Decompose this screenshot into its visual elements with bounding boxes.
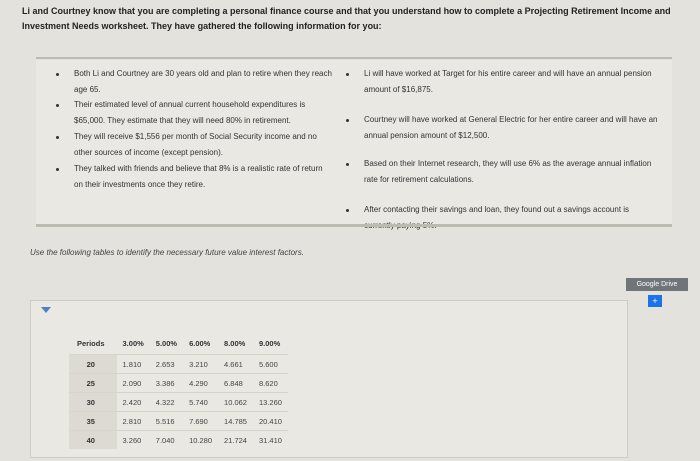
- bullet-icon: [346, 73, 349, 76]
- info-item-text: Courtney will have worked at General Electric for her entire career and will have an annual pension amount of $12,500.: [364, 115, 658, 140]
- bullet-icon: [56, 104, 59, 107]
- table-row: [69, 355, 288, 374]
- column-header: 8.00%: [224, 339, 246, 348]
- info-item: [340, 202, 660, 234]
- table-cell: 20.410: [253, 412, 288, 431]
- bullet-icon: [56, 168, 59, 171]
- table-cell: 2.090: [117, 374, 150, 393]
- table-row: [69, 393, 288, 412]
- info-item: [50, 97, 332, 129]
- column-header: 9.00%: [258, 339, 281, 348]
- column-header: 3.00%: [122, 339, 144, 348]
- table-cell: 6.848: [218, 374, 253, 393]
- bullet-icon: [56, 73, 59, 76]
- top-divider: [36, 57, 672, 59]
- table-cell: 5.516: [150, 412, 183, 431]
- table-cell: 5.600: [253, 355, 288, 374]
- table-cell: 3.210: [183, 355, 218, 374]
- info-item-text: They talked with friends and believe that 8% is a realistic rate of return on their investments once they retire.: [74, 164, 323, 189]
- intro-text: Li and Courtney know that you are completing a personal finance course and that you understand how to complete a Projecting Retirement Income and Investment Needs worksheet. They have gathered the following information for you:: [22, 6, 671, 31]
- table-cell: 2.810: [117, 412, 150, 431]
- table-cell: 1.810: [117, 355, 150, 374]
- table-row: [69, 374, 288, 393]
- table-cell: 5.740: [183, 393, 218, 412]
- table-cell: 4.290: [183, 374, 218, 393]
- column-header: 6.00%: [189, 339, 211, 348]
- period-cell: 25: [69, 374, 117, 393]
- table-header-row: [69, 339, 288, 355]
- info-item-text: They will receive $1,556 per month of Social Security income and no other sources of income (except pension).: [74, 132, 317, 157]
- info-item: [50, 129, 332, 161]
- future-value-table: [69, 339, 288, 449]
- info-right-column: [340, 66, 660, 248]
- info-item: [50, 66, 332, 98]
- google-drive-button[interactable]: Google Drive: [626, 278, 688, 291]
- table-cell: 2.420: [117, 393, 150, 412]
- info-item-text: Li will have worked at Target for his entire career and will have an annual pension amount of $16,875.: [364, 69, 652, 94]
- info-item: [340, 112, 660, 144]
- table-cell: 10.062: [218, 393, 253, 412]
- table-cell: 8.620: [253, 374, 288, 393]
- table-cell: 2.653: [150, 355, 183, 374]
- period-cell: 20: [69, 355, 117, 374]
- bullet-icon: [346, 119, 349, 122]
- bullet-icon: [56, 136, 59, 139]
- instruction-text: Use the following tables to identify the necessary future value interest factors.: [30, 248, 304, 257]
- table-cell: 4.322: [150, 393, 183, 412]
- bullet-icon: [346, 209, 349, 212]
- table-row: [69, 431, 288, 450]
- info-item: [340, 156, 660, 188]
- table-cell: 7.690: [183, 412, 218, 431]
- table-cell: 14.785: [218, 412, 253, 431]
- period-cell: 30: [69, 393, 117, 412]
- period-cell: 40: [69, 431, 117, 450]
- table-panel: [30, 300, 628, 458]
- add-to-drive-icon[interactable]: +: [648, 295, 662, 307]
- table-cell: 10.280: [183, 431, 218, 450]
- info-item-text: Based on their Internet research, they will use 6% as the average annual inflation rate for retirement calculations.: [364, 159, 652, 184]
- table-cell: 21.724: [218, 431, 253, 450]
- bottom-divider: [36, 224, 672, 227]
- table-cell: 3.260: [117, 431, 150, 450]
- info-item-text: Their estimated level of annual current household expenditures is $65,000. They estimate that they will need 80% in retirement.: [74, 100, 306, 125]
- info-item-text: Both Li and Courtney are 30 years old and plan to retire when they reach age 65.: [74, 69, 332, 94]
- period-cell: 35: [69, 412, 117, 431]
- info-item-text: After contacting their savings and loan, they found out a savings account is: [364, 205, 630, 214]
- table-cell: 31.410: [253, 431, 288, 450]
- table-cell: 4.661: [218, 355, 253, 374]
- info-left-column: [50, 66, 332, 193]
- table-cell: 3.386: [150, 374, 183, 393]
- info-panel: [36, 60, 672, 224]
- table-cell: 7.040: [150, 431, 183, 450]
- column-header: 5.00%: [155, 339, 178, 348]
- info-item: [50, 161, 332, 193]
- info-item: [340, 66, 660, 98]
- column-header: Periods: [77, 339, 105, 348]
- bullet-icon: [346, 163, 349, 166]
- table-row: [69, 412, 288, 431]
- table-cell: 13.260: [253, 393, 288, 412]
- collapse-arrow-icon[interactable]: [41, 307, 51, 313]
